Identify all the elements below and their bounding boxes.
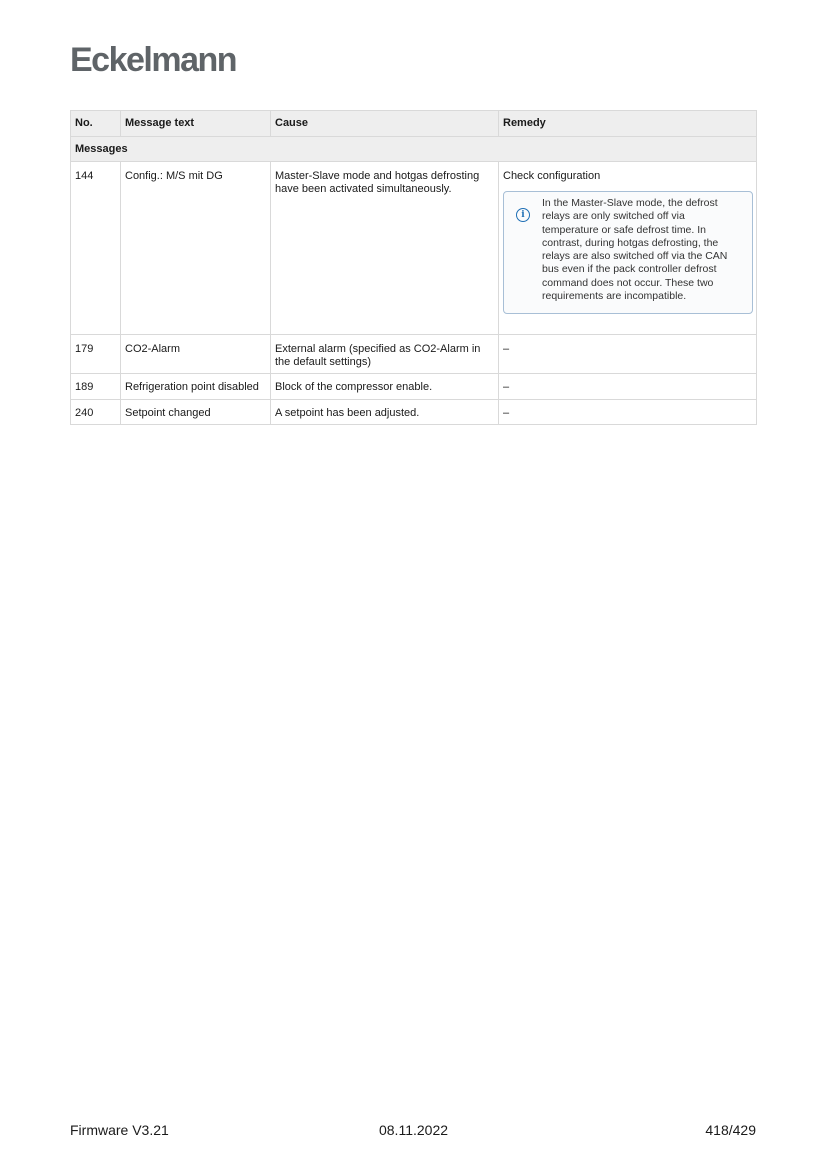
- messages-table: [70, 110, 757, 425]
- row-no: 144: [71, 162, 121, 335]
- info-note-text: In the Master-Slave mode, the defrost relays are only switched off via temperature or safe defrost time. In contrast, during hotgas defrosting, the relays are also switched off via the CAN bus even if the pack controller defrost command does not occur. These two requirements are incompatible.: [542, 197, 728, 303]
- header-message-text: Message text: [121, 111, 271, 137]
- table-header-row: [71, 111, 757, 137]
- row-remedy: Check configuration: [503, 170, 601, 182]
- row-message: CO2-Alarm: [121, 335, 271, 374]
- row-remedy: –: [499, 400, 757, 425]
- table-row: [71, 374, 757, 400]
- row-remedy-cell: [499, 162, 757, 335]
- row-cause: External alarm (specified as CO2-Alarm in the default settings): [271, 335, 499, 374]
- row-message: Refrigeration point disabled: [121, 374, 271, 400]
- row-message: Config.: M/S mit DG: [121, 162, 271, 335]
- row-cause: A setpoint has been adjusted.: [271, 400, 499, 425]
- header-cause: Cause: [271, 111, 499, 137]
- row-cause: Block of the compressor enable.: [271, 374, 499, 400]
- row-no: 240: [71, 400, 121, 425]
- footer-firmware: Firmware V3.21: [70, 1122, 169, 1138]
- row-message: Setpoint changed: [121, 400, 271, 425]
- row-remedy: –: [499, 335, 757, 374]
- table-row: [71, 335, 757, 374]
- header-remedy: Remedy: [499, 111, 757, 137]
- footer-page-number: 418/429: [705, 1122, 756, 1138]
- table-row: [71, 400, 757, 425]
- footer-date: 08.11.2022: [378, 1122, 449, 1138]
- section-title: Messages: [71, 137, 757, 162]
- row-remedy: –: [499, 374, 757, 400]
- info-icon: i: [516, 208, 530, 222]
- table-row: [71, 162, 757, 335]
- eckelmann-logo: Eckelmann: [70, 41, 237, 79]
- row-no: 189: [71, 374, 121, 400]
- info-note: [503, 191, 753, 314]
- row-cause: Master-Slave mode and hotgas defrosting have been activated simultaneously.: [271, 162, 499, 335]
- header-no: No.: [71, 111, 121, 137]
- section-row: [71, 137, 757, 162]
- row-no: 179: [71, 335, 121, 374]
